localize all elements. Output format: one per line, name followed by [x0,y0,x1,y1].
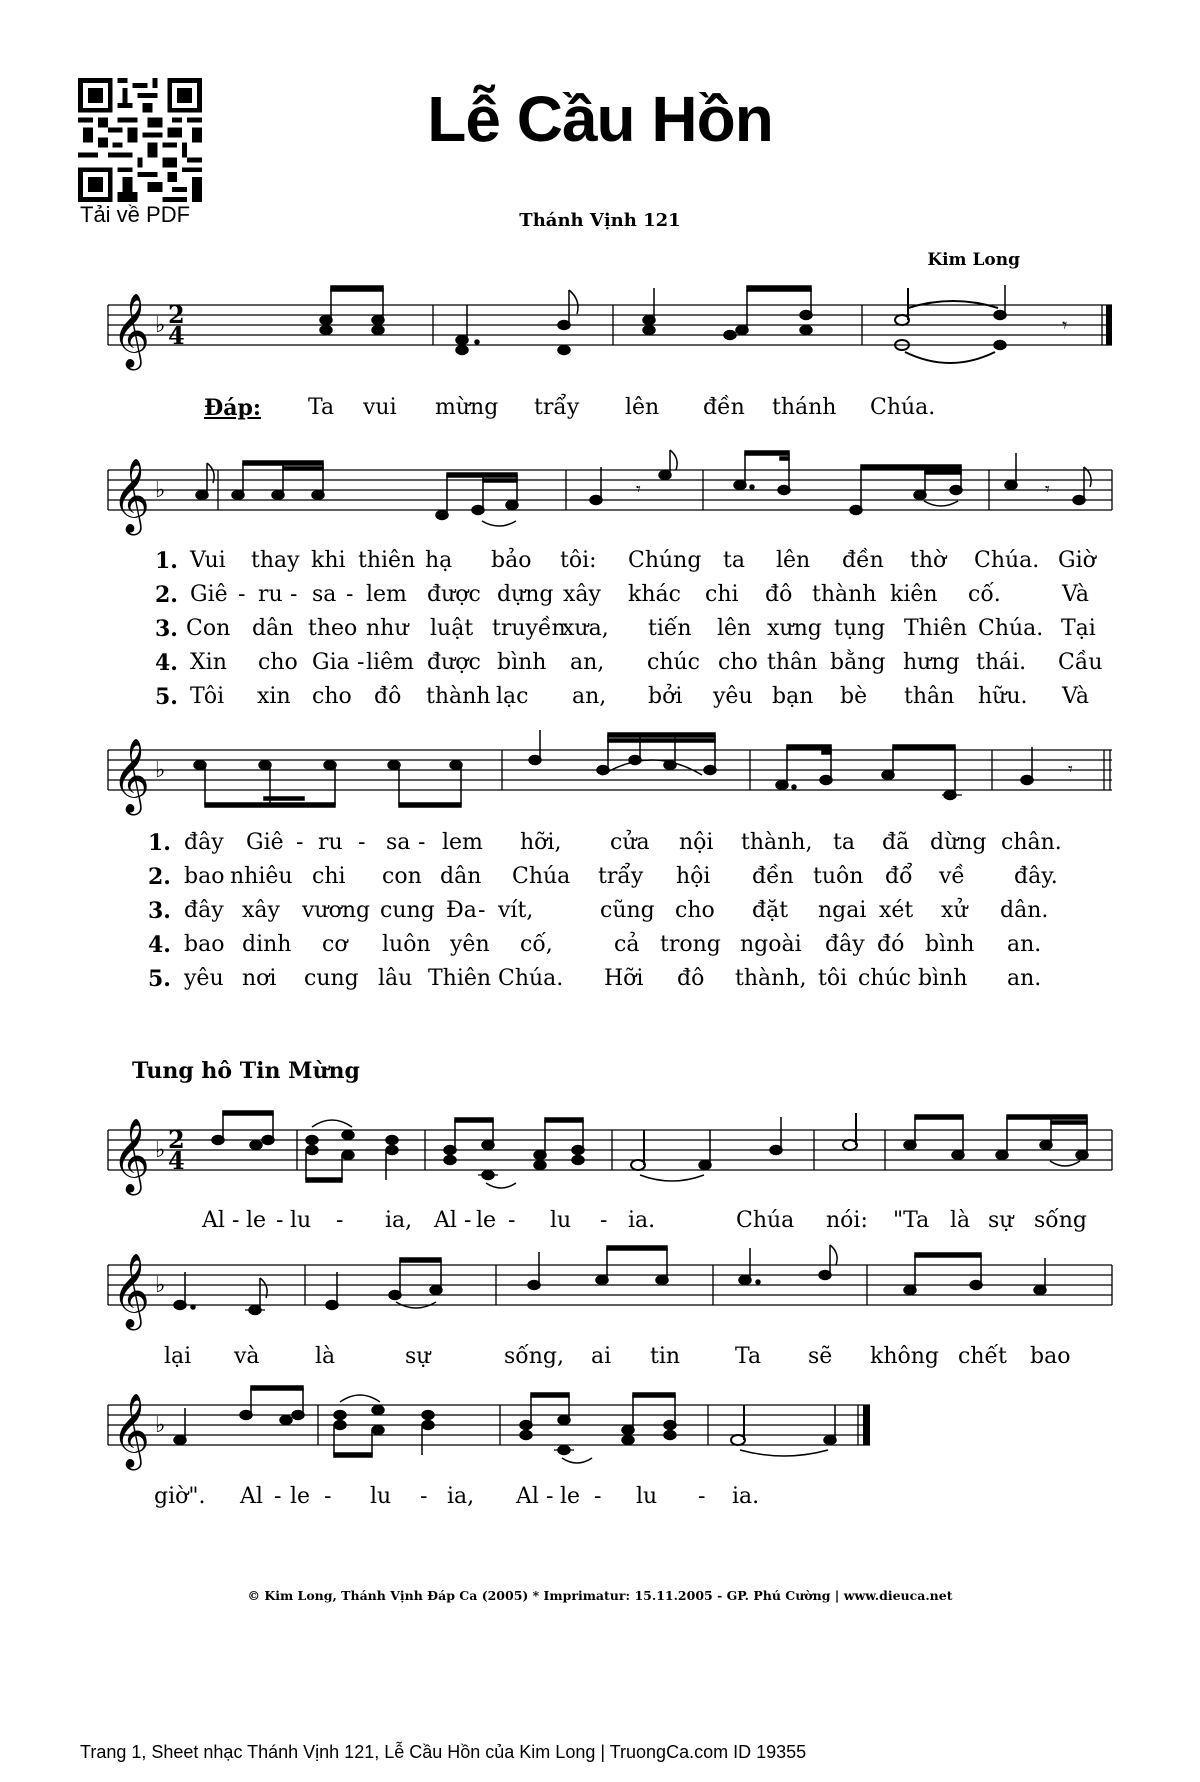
verse-4-line-1: 4. Xin cho Gia - liêm được bình an, chúc cho thân bằng hưng thái. Cầu [155,650,1103,676]
verse-3-line-1: 3. Con dân theo như luật truyền xưa, tiến lên xưng tụng Thiên Chúa. Tại [155,616,1096,642]
verse-staff-1 [0,445,1200,545]
section-title: Tung hô Tin Mừng [132,1058,360,1084]
gospel-lyrics-1: Al - le - lu - ia, Al - le - lu - ia. Chúa nói: "Ta là sự sống [202,1208,1088,1233]
svg-text:4: 4 [168,1146,185,1175]
verse-5-line-2: 5. yêu nơi cung lâu Thiên Chúa. Hỡi đô thành, tôi chúc bình an. [148,966,1042,992]
page-footer: Trang 1, Sheet nhạc Thánh Vịnh 121, Lễ Cầu Hồn của Kim Long | TruongCa.com ID 19355 [80,1742,807,1762]
svg-text:♭: ♭ [155,478,166,503]
verse-5-line-1: 5. Tôi xin cho đô thành lạc an, bởi yêu bạn bè thân hữu. Và [155,684,1089,710]
svg-text:𝄾: 𝄾 [1068,759,1073,780]
svg-text:2: 2 [168,300,185,329]
svg-text:𝄞: 𝄞 [112,459,150,533]
composer: Kim Long [927,250,1020,270]
svg-text:♭: ♭ [155,1273,166,1298]
svg-text:♭: ♭ [155,1413,166,1438]
download-pdf-link[interactable]: Tải về PDF [80,202,191,227]
gospel-staff-1 [0,1105,1200,1205]
svg-text:𝄾: 𝄾 [636,479,641,500]
svg-text:𝄞: 𝄞 [112,1254,150,1328]
svg-text:𝄞: 𝄞 [112,739,150,813]
svg-text:2: 2 [168,1125,185,1154]
svg-text:𝄾: 𝄾 [1062,313,1068,337]
song-subtitle: Thánh Vịnh 121 [519,210,681,231]
svg-text:♭: ♭ [155,1138,166,1163]
verse-1-line-1: 1. Vui thay khi thiên hạ bảo tôi: Chúng ta lên đền thờ Chúa. Giờ [155,548,1096,574]
song-title: Lễ Cầu Hồn [427,83,773,155]
verse-1-line-2: 1. đây Giê - ru - sa - lem hỡi, cửa nội thành, ta đã dừng chân. [148,830,1062,856]
svg-text:𝄞: 𝄞 [112,1394,150,1468]
verse-staff-2 [0,725,1200,825]
verse-3-line-2: 3. đây xây vương cung Đa - vít, cũng cho đặt ngai xét xử dân. [148,898,1049,924]
verse-2-line-2: 2. bao nhiêu chi con dân Chúa trẩy hội đền tuôn đổ về đây. [148,864,1058,890]
refrain-staff [0,280,1200,390]
gospel-lyrics-3: giờ". Al - le - lu - ia, Al - le - lu - ia. [154,1484,760,1509]
svg-text:4: 4 [168,321,185,350]
verse-4-line-2: 4. bao dinh cơ luôn yên cố, cả trong ngoài đây đó bình an. [148,932,1042,958]
verse-2-line-1: 2. Giê - ru - sa - lem được dựng xây khác chi đô thành kiên cố. Và [155,582,1089,608]
svg-text:♭: ♭ [155,313,166,338]
refrain-lyrics: Đáp: Ta vui mừng trẩy lên đền thánh Chúa. [204,395,936,421]
svg-text:♭: ♭ [155,758,166,783]
svg-text:𝄞: 𝄞 [112,1119,150,1193]
gospel-lyrics-2: lại và là sự sống, ai tin Ta sẽ không chết bao [164,1344,1071,1369]
gospel-staff-3 [0,1380,1200,1480]
copyright-notice: © Kim Long, Thánh Vịnh Đáp Ca (2005) * Imprimatur: 15.11.2005 - GP. Phú Cường | www.dieuca.net [247,1588,953,1603]
gospel-staff-2 [0,1240,1200,1340]
svg-text:𝄞: 𝄞 [112,294,150,368]
svg-text:𝄾: 𝄾 [1045,479,1050,500]
